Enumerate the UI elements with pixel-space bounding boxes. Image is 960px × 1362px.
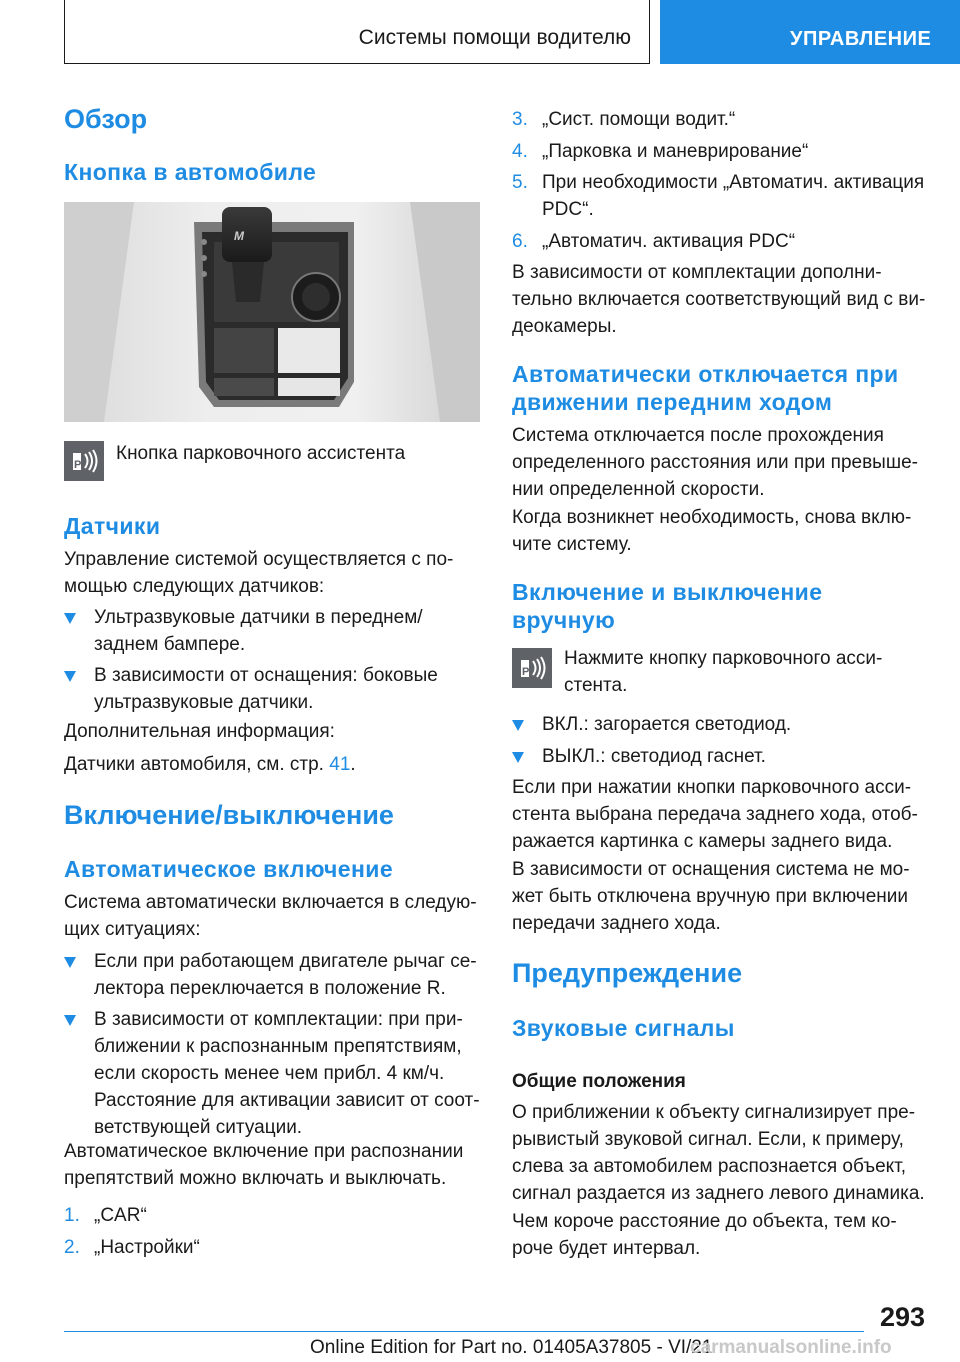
bullet-triangle-icon bbox=[64, 613, 76, 624]
heading-button-in-car: Кнопка в автомобиле bbox=[64, 159, 317, 185]
text-line: Нажмите кнопку парковочного асси- bbox=[564, 648, 883, 669]
step-text: При необходимости „Автоматич. активация bbox=[542, 172, 925, 193]
list-item bbox=[64, 1006, 480, 1141]
text-line: Если при нажатии кнопки парковочного асси- bbox=[512, 777, 912, 798]
text-line: Чем короче расстояние до объекта, тем ко- bbox=[512, 1211, 897, 1232]
manual-paragraph-2 bbox=[512, 856, 910, 937]
button-caption: Кнопка парковочного ассистента bbox=[116, 443, 406, 464]
text-line: нии определенной скорости. bbox=[512, 479, 765, 500]
auto-on-paragraph bbox=[64, 889, 477, 943]
camera-paragraph bbox=[512, 259, 925, 340]
text-line: В зависимости от комплектации дополни- bbox=[512, 262, 882, 283]
text-line: если скорость менее чем прибл. 4 км/ч. bbox=[94, 1063, 445, 1084]
list-item bbox=[64, 1202, 147, 1229]
text-line: сигнал раздается из заднего левого динамика. bbox=[512, 1183, 925, 1204]
text-line: Система автоматически включается в следую- bbox=[64, 892, 477, 913]
text-line: Управление системой осуществляется с по- bbox=[64, 549, 454, 570]
text-line: чите систему. bbox=[512, 534, 632, 555]
svg-text:P: P bbox=[74, 459, 82, 471]
svg-text:M: M bbox=[234, 229, 244, 243]
heading-manual bbox=[512, 578, 822, 634]
text-line: Когда возникнет необходимость, снова вклю- bbox=[512, 507, 912, 528]
step-number: 2. bbox=[64, 1237, 80, 1258]
center-console-photo bbox=[64, 202, 480, 422]
parking-assist-button-icon bbox=[512, 648, 552, 688]
auto-off-paragraph bbox=[512, 422, 918, 503]
text-line: ультразвуковые датчики. bbox=[94, 692, 314, 713]
step-text: PDC“. bbox=[542, 199, 594, 220]
text-line: слева за автомобилем распознается объект, bbox=[512, 1156, 907, 1177]
list-item bbox=[512, 743, 766, 770]
heading-on-off: Включение/выключение bbox=[64, 800, 394, 830]
text-line: В зависимости от комплектации: при при- bbox=[94, 1009, 463, 1030]
text-line: Система отключается после прохождения bbox=[512, 425, 884, 446]
manual-icon-text bbox=[564, 645, 882, 699]
heading-line: Включение и выключение bbox=[512, 579, 823, 605]
general-paragraph-2 bbox=[512, 1208, 897, 1262]
step-text: „Сист. помощи водит.“ bbox=[542, 109, 736, 130]
page-number: 293 bbox=[880, 1302, 926, 1332]
header-section-title: Системы помощи водителю bbox=[358, 26, 631, 49]
bullet-triangle-icon bbox=[512, 752, 524, 763]
text-line: стента выбрана передача заднего хода, отоб- bbox=[512, 804, 918, 825]
watermark: carmanualsonline.info bbox=[690, 1337, 892, 1358]
text-line: стента. bbox=[564, 675, 628, 696]
footer-edition: Online Edition for Part no. 01405A37805 - VI/21 bbox=[310, 1337, 713, 1358]
auto-off-paragraph-2 bbox=[512, 504, 911, 558]
text-line: Ультразвуковые датчики в переднем/ bbox=[94, 607, 423, 628]
text-line: лектора переключается в положение R. bbox=[94, 978, 446, 999]
svg-text:P: P bbox=[522, 666, 530, 678]
header-section-box bbox=[64, 0, 650, 64]
bullet-triangle-icon bbox=[512, 720, 524, 731]
auto-on-paragraph-2 bbox=[64, 1138, 463, 1192]
heading-auto-off bbox=[512, 360, 899, 416]
parking-assist-button-icon bbox=[64, 441, 104, 481]
footer-divider bbox=[64, 1331, 864, 1332]
heading-auto-on: Автоматическое включение bbox=[64, 856, 394, 882]
manual-paragraph bbox=[512, 774, 918, 855]
text-line: Автоматическое включение при распознании bbox=[64, 1141, 464, 1162]
text-line: жет быть отключена вручную при включении bbox=[512, 886, 908, 907]
text-line: ближении к распознанным препятствиям, bbox=[94, 1036, 462, 1057]
step-text: „Парковка и маневрирование“ bbox=[542, 141, 809, 162]
text-line: Расстояние для активации зависит от соот- bbox=[94, 1090, 480, 1111]
list-item bbox=[64, 604, 423, 658]
list-item bbox=[512, 169, 924, 223]
list-item bbox=[64, 662, 438, 716]
text-line: ветствующей ситуации. bbox=[94, 1117, 303, 1138]
bullet-triangle-icon bbox=[64, 957, 76, 968]
list-item bbox=[64, 1234, 200, 1261]
text-line: препятствий можно включать и выключать. bbox=[64, 1168, 447, 1189]
text-line: О приближении к объекту сигнализирует пре- bbox=[512, 1102, 916, 1123]
text-line: определенного расстояния или при превыше- bbox=[512, 452, 918, 473]
text-line: ВКЛ.: загорается светодиод. bbox=[542, 714, 792, 735]
bullet-triangle-icon bbox=[64, 1015, 76, 1026]
step-number: 5. bbox=[512, 172, 528, 193]
heading-general: Общие положения bbox=[512, 1071, 686, 1092]
step-number: 6. bbox=[512, 231, 528, 252]
heading-overview: Обзор bbox=[64, 104, 148, 134]
heading-sensors: Датчики bbox=[64, 513, 161, 539]
step-text: „Настройки“ bbox=[94, 1237, 200, 1258]
list-item bbox=[512, 106, 735, 133]
text-line: заднем бампере. bbox=[94, 634, 246, 655]
text-line: ВЫКЛ.: светодиод гаснет. bbox=[542, 746, 766, 767]
text-line: передачи заднего хода. bbox=[512, 913, 721, 934]
text-line: В зависимости от оснащения: боковые bbox=[94, 665, 438, 686]
list-item bbox=[512, 228, 795, 255]
bullet-triangle-icon bbox=[64, 671, 76, 682]
text-line: деокамеры. bbox=[512, 316, 617, 337]
text-line: щих ситуациях: bbox=[64, 919, 201, 940]
header-chapter-tab[interactable] bbox=[660, 0, 960, 64]
text-line: ражается картинка с камеры заднего вида. bbox=[512, 831, 893, 852]
text-line: рывистый звуковой сигнал. Если, к примеру, bbox=[512, 1129, 904, 1150]
page-link[interactable]: 41 bbox=[329, 754, 351, 775]
sensors-paragraph bbox=[64, 546, 453, 600]
heading-sound-signals: Звуковые сигналы bbox=[512, 1015, 735, 1041]
reference-text: Датчики автомобиля, см. стр. bbox=[64, 754, 324, 775]
step-number: 3. bbox=[512, 109, 528, 130]
list-item bbox=[512, 711, 791, 738]
step-number: 1. bbox=[64, 1205, 80, 1226]
heading-warning: Предупреждение bbox=[512, 958, 743, 988]
text-line: роче будет интервал. bbox=[512, 1238, 701, 1259]
list-item bbox=[64, 948, 477, 1002]
text-line: В зависимости от оснащения система не мо- bbox=[512, 859, 910, 880]
text-line: тельно включается соответствующий вид с ви- bbox=[512, 289, 926, 310]
sensors-reference: Датчики автомобиля, см. стр. 41. bbox=[64, 754, 356, 775]
header-chapter-title: УПРАВЛЕНИЕ bbox=[790, 28, 932, 50]
heading-line: Автоматически отключается при bbox=[512, 361, 899, 387]
text-line: Если при работающем двигателе рычаг се- bbox=[94, 951, 477, 972]
step-text: „CAR“ bbox=[94, 1205, 147, 1226]
more-info-label: Дополнительная информация: bbox=[64, 721, 335, 742]
general-paragraph bbox=[512, 1099, 925, 1207]
list-item bbox=[512, 138, 808, 165]
heading-line: движении передним ходом bbox=[512, 389, 833, 415]
text-line: мощью следующих датчиков: bbox=[64, 576, 325, 597]
step-text: „Автоматич. активация PDC“ bbox=[542, 231, 796, 252]
step-number: 4. bbox=[512, 141, 528, 162]
heading-line: вручную bbox=[512, 607, 616, 633]
